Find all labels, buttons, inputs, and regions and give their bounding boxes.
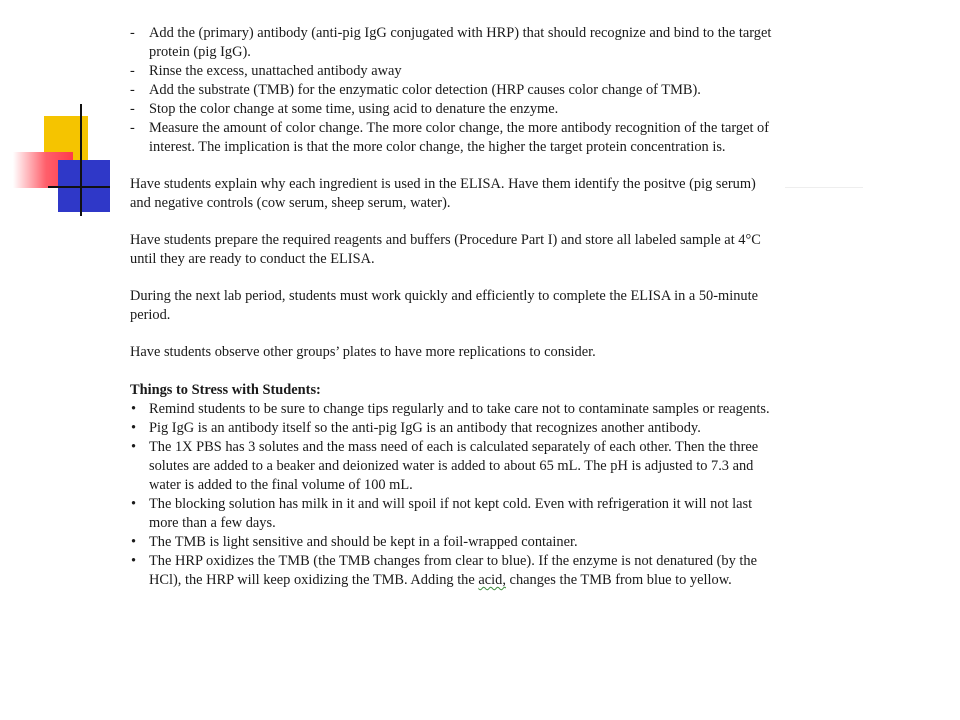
- stress-text-after: changes the TMB from blue to yellow.: [505, 572, 732, 588]
- spellcheck-flagged-word[interactable]: acid,: [478, 572, 506, 588]
- bullet-marker: •: [131, 439, 137, 455]
- stress-text: Pig IgG is an antibody itself so the anti-pig IgG is an antibody that recognizes another antibody.: [149, 420, 701, 436]
- stress-text: The 1X PBS has 3 solutes and the mass need of each is calculated separately of each other. Then the three solutes are added to a beaker and deionized water is added to about 65 mL. The pH is adjusted to 7.3 and water is added to the final volume of 100 mL.: [149, 439, 759, 493]
- bullet-marker: •: [131, 420, 137, 436]
- slide-corner-decoration: [0, 0, 120, 220]
- step-text: Add the (primary) antibody (anti-pig IgG conjugated with HRP) that should recognize and bind to the target protein (pig IgG).: [149, 25, 772, 60]
- stress-text: The TMB is light sensitive and should be kept in a foil-wrapped container.: [149, 534, 578, 550]
- dash-marker: -: [130, 82, 135, 98]
- stress-text-before: The HRP oxidizes the TMB (the TMB changes from clear to blue). If the enzyme is not denatured (by the HCl), the HRP will keep oxidizing the TMB. Adding the: [149, 553, 757, 588]
- step-item: [130, 24, 780, 62]
- bullet-marker: •: [131, 553, 137, 569]
- stress-item: [130, 533, 780, 552]
- stress-list: [130, 400, 780, 590]
- dash-marker: -: [130, 120, 135, 136]
- stress-heading: Things to Stress with Students:: [130, 382, 321, 398]
- step-item: [130, 81, 780, 100]
- bullet-marker: •: [131, 534, 137, 550]
- stress-text: The blocking solution has milk in it and will spoil if not kept cold. Even with refrigeration it will not last more than a few days.: [149, 496, 753, 531]
- faint-divider: [785, 187, 863, 188]
- horizontal-line-decoration: [48, 186, 110, 188]
- dash-marker: -: [130, 101, 135, 117]
- stress-item: [130, 552, 780, 590]
- stress-text: Remind students to be sure to change tips regularly and to take care not to contaminate samples or reagents.: [149, 401, 770, 417]
- paragraph-prepare: Have students prepare the required reagents and buffers (Procedure Part I) and store all labeled sample at 4°C until they are ready to conduct the ELISA.: [130, 232, 761, 267]
- step-text: Add the substrate (TMB) for the enzymatic color detection (HRP causes color change of TMB).: [149, 82, 701, 98]
- step-item: [130, 119, 780, 157]
- stress-item: [130, 400, 780, 419]
- stress-text-hrp: [149, 553, 757, 588]
- paragraph-explain: Have students explain why each ingredient is used in the ELISA. Have them identify the positve (pig serum) and negative controls (cow serum, sheep serum, water).: [130, 176, 756, 211]
- elisa-steps-list: [130, 24, 780, 157]
- step-text: Stop the color change at some time, using acid to denature the enzyme.: [149, 101, 559, 117]
- bullet-marker: •: [131, 496, 137, 512]
- step-text: Measure the amount of color change. The more color change, the more antibody recognition of the target of interest. The implication is that the more color change, the higher the target protein concentration is.: [149, 120, 770, 155]
- paragraph-observe: Have students observe other groups’ plates to have more replications to consider.: [130, 344, 596, 360]
- stress-item: [130, 419, 780, 438]
- step-item: [130, 100, 780, 119]
- document-body: [130, 24, 780, 590]
- step-text: Rinse the excess, unattached antibody away: [149, 63, 402, 79]
- stress-item: [130, 438, 780, 495]
- dash-marker: -: [130, 63, 135, 79]
- dash-marker: -: [130, 25, 135, 41]
- paragraph-next-lab: During the next lab period, students must work quickly and efficiently to complete the ELISA in a 50-minute period.: [130, 288, 758, 323]
- vertical-line-decoration: [80, 104, 82, 216]
- step-item: [130, 62, 780, 81]
- bullet-marker: •: [131, 401, 137, 417]
- stress-item: [130, 495, 780, 533]
